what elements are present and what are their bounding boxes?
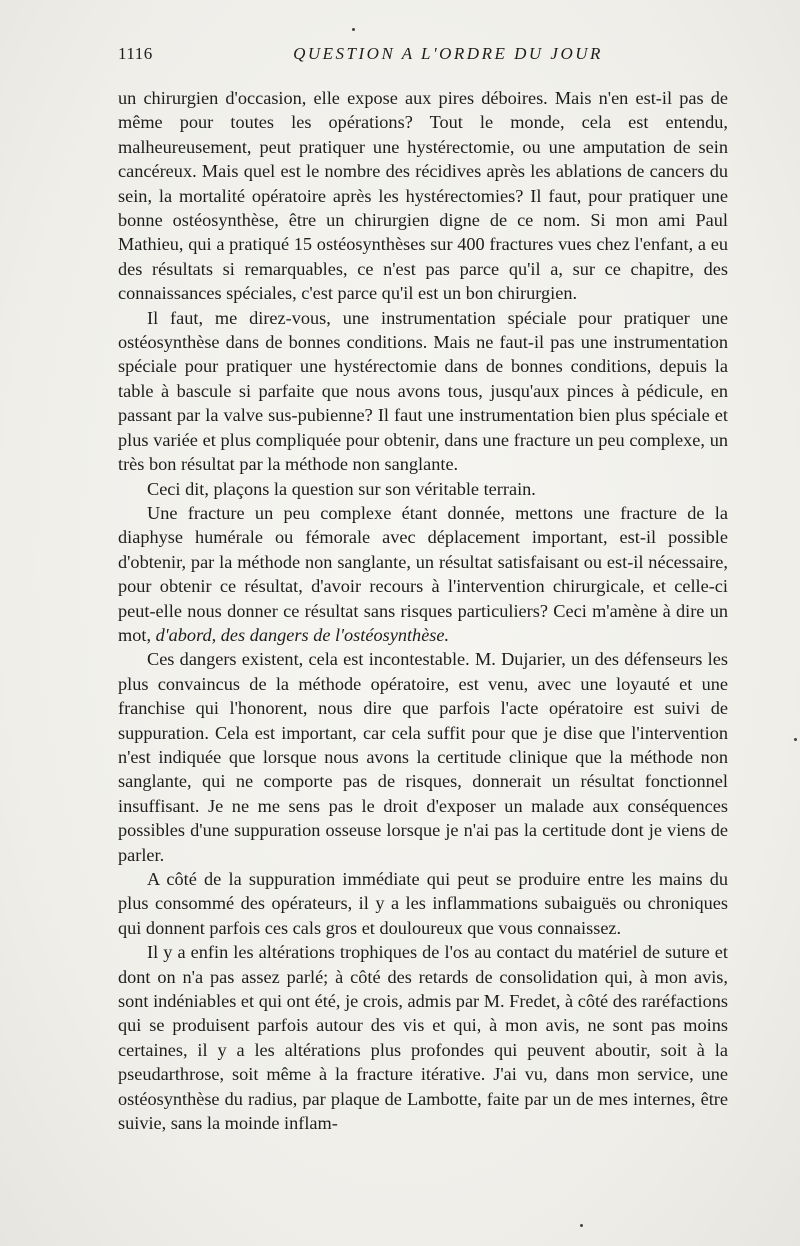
print-speck	[352, 28, 355, 31]
paragraph-2: Il faut, me direz-vous, une instrumentation spéciale pour pratiquer une ostéosynthèse dans de bonnes conditions. Mais ne faut-il pas une instrumentation spéciale pour pratiquer une hystérectomie dans de bonnes conditions, depuis la table à bascule si parfaite que nous avons tous, jusqu'aux pinces à pédicule, en passant par la valve sus-pubienne? Il faut une instrumentation bien plus spéciale et plus variée et plus compliquée pour obtenir, dans une fracture un peu complexe, un très bon résultat par la méthode non sanglante.	[118, 307, 728, 475]
paragraph-4-text: Une fracture un peu complexe étant donnée, mettons une fracture de la diaphyse humérale ou fémorale avec déplacement important, est-il possible d'obtenir, par la méthode non sanglante, un résultat satisfaisant ou est-il nécessaire, pour obtenir ce résultat, d'avoir recours à l'intervention chirurgicale, et celle-ci peut-elle nous donner ce résultat sans risques particuliers? Ceci m'amène à dire un mot,	[118, 502, 728, 645]
paragraph-5: Ces dangers existent, cela est incontestable. M. Dujarier, un des défenseurs les plus convaincus de la méthode opératoire, est venu, avec une loyauté et une franchise qui l'honorent, nous dire que parfois l'acte opératoire est suivi de suppuration. Cela est important, car cela suffit pour que je dise que l'intervention n'est indiquée que lorsque nous avons la certitude clinique que la méthode non sanglante, qui ne comporte pas de risques, donnerait un résultat fonctionnel insuffisant. Je ne me sens pas le droit d'exposer un malade aux conséquences possibles d'une suppuration osseuse lorsque je n'ai pas la certitude dont je viens de parler.	[118, 649, 728, 865]
paragraph-4	[118, 501, 728, 647]
running-head: QUESTION A L'ORDRE DU JOUR	[293, 44, 603, 63]
paragraph-4-italic: d'abord, des dangers de l'ostéosynthèse.	[155, 624, 450, 645]
page-number: 1116	[118, 44, 153, 63]
print-speck	[580, 1224, 583, 1227]
paragraph-1: un chirurgien d'occasion, elle expose aux pires déboires. Mais n'en est-il pas de même pour toutes les opérations? Tout le monde, cela est entendu, malheureusement, peut pratiquer une hystérectomie, ou une amputation de sein cancéreux. Mais quel est le nombre des récidives après les ablations de cancers du sein, la mortalité opératoire après les hystérectomies? Il faut, pour pratiquer une bonne ostéosynthèse, être un chirurgien digne de ce nom. Si mon ami Paul Mathieu, qui a pratiqué 15 ostéosynthèses sur 400 fractures vues chez l'enfant, a eu des résultats si remarquables, ce n'est pas parce qu'il a, sur ce chapitre, des connaissances spéciales, c'est parce qu'il est un bon chirurgien.	[118, 88, 728, 304]
body-text	[118, 86, 728, 1135]
paragraph-6: A côté de la suppuration immédiate qui peut se produire entre les mains du plus consommé des opérateurs, il y a les inflammations subaiguës ou chroniques qui donnent parfois ces cals gros et douloureux que vous connaissez.	[118, 869, 728, 938]
print-speck	[794, 738, 797, 741]
page-header	[118, 44, 728, 70]
paragraph-3: Ceci dit, plaçons la question sur son véritable terrain.	[147, 478, 536, 499]
paragraph-7: Il y a enfin les altérations trophiques de l'os au contact du matériel de suture et dont on n'a pas assez parlé; à côté des retards de consolidation qui, à mon avis, sont indéniables et qui ont été, je crois, admis par M. Fredet, à côté des raréfactions qui se produisent parfois autour des vis et qui, à mon avis, ne sont pas moins certaines, il y a les altérations plus profondes qui peuvent aboutir, soit à la pseudarthrose, soit même à la fracture itérative. J'ai vu, dans mon service, une ostéosynthèse du radius, par plaque de Lambotte, faite par un de mes internes, être suivie, sans la moinde inflam-	[118, 942, 728, 1134]
